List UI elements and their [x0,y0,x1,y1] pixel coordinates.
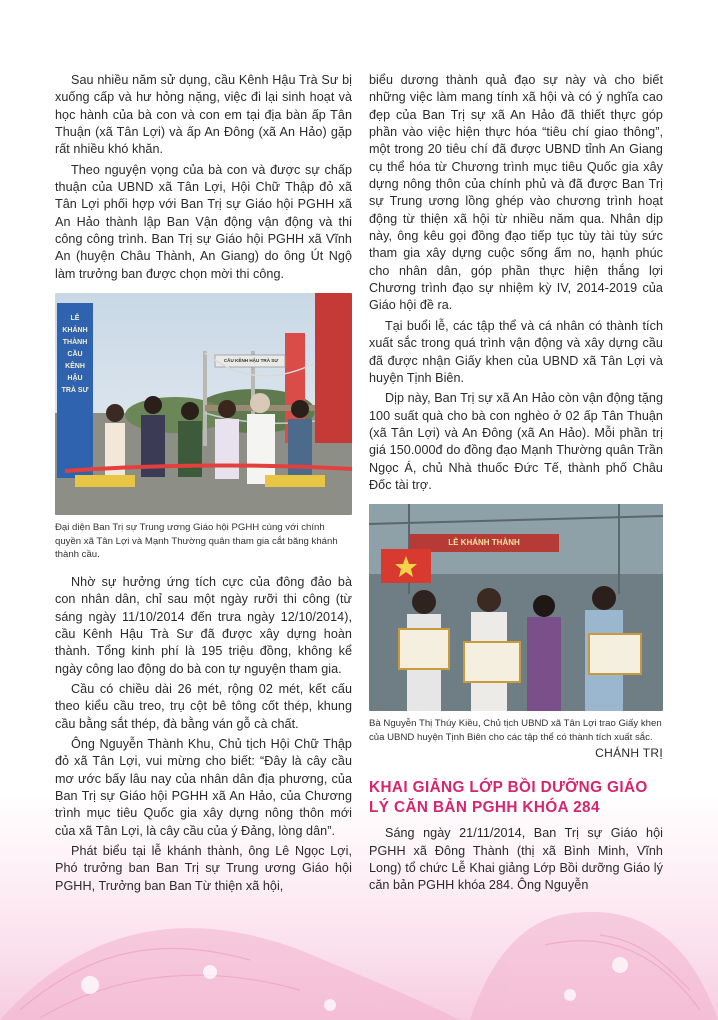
photo-caption: Bà Nguyễn Thị Thúy Kiều, Chủ tịch UBND xã Tân Lợi trao Giấy khen của UBND huyện Tịnh Biên cho các tập thể có thành tích xuất sắc. [369,718,662,743]
bridge-ceremony-photo [55,293,352,515]
right-column [369,72,663,898]
article-paragraph: Tại buổi lễ, các tập thể và cá nhân có thành tích xuất sắc trong quá trình vận động và xây dựng cầu đã được nhận Giấy khen của UBND xã Tân Lợi và huyện Tịnh Biên. [369,318,663,385]
bridge-ceremony-image [55,293,352,515]
article-paragraph: Sáng ngày 21/11/2014, Ban Trị sự Giáo hội PGHH xã Đông Thành (thị xã Bình Minh, Vĩnh Long) tổ chức Lễ Khai giảng Lớp Bồi dưỡng Giáo lý căn bản PGHH khóa 284. Ông Nguyễn [369,826,663,893]
photo-caption: Đại diện Ban Trị sự Trung ương Giáo hội PGHH cùng với chính quyền xã Tân Lợi và Mạnh Thường quân tham gia cắt băng khánh thành cầu. [55,522,338,561]
article-paragraph: Nhờ sự hưởng ứng tích cực của đông đảo bà con nhân dân, chỉ sau một ngày rưỡi thi công (từ sáng ngày 11/10/2014 đến trưa ngày 12/10/2014), cầu Kênh Hậu Trà Sư đã được xây dựng hoàn thành. Tổng kinh phí là 195 triệu đồng, không kể ngày công lao động do bà con tự nguyện tham gia. [55,574,352,676]
section-heading: KHAI GIẢNG LỚP BỒI DƯỠNG GIÁO LÝ CĂN BẢN PGHH KHÓA 284 [369,779,648,817]
article-paragraph: Sau nhiều năm sử dụng, cầu Kênh Hậu Trà Sư bị xuống cấp và hư hỏng nặng, việc đi lại sinh hoạt và học hành của bà con và con em tại địa bàn ấp Tân Thuận (xã Tân Lợi) và ấp An Đông (xã An Hảo) gặp rất nhiều khó khăn. [55,73,352,157]
article-paragraph: biểu dương thành quả đạo sự này và cho biết những việc làm mang tính xã hội và có ý nghĩa cao đẹp của Ban Trị sự xã An Hảo đã thiết thực góp phần vào việc hiện thực hóa “tiêu chí giao thông”, một trong 20 tiêu chí đã được UBND tỉnh An Giang cụ thể hóa từ Chương trình mục tiêu Quốc gia xây dựng nông thôn của chính phủ và đã được Ban Trị sự Trung ương lồng ghép vào chương trình hoạt động từ thiện xã hội từ nhiều năm qua. Nhân dịp này, ông kêu gọi đồng đạo tiếp tục tùy tài tùy sức tham gia xây dựng cuộc sống ấm no, hạnh phúc cho nhân dân, góp phần thực hiện thắng lợi Chương trình đạo sự nhiệm kỳ IV, 2014-2019 của Giáo hội đề ra. [369,73,663,313]
award-banner-text: LỄ KHÁNH THÀNH [448,538,520,548]
left-column [55,72,352,898]
award-ceremony-image [369,504,663,711]
bridge-name-sign: CẦU KÊNH HẬU TRÀ SƯ [223,358,279,364]
article-paragraph: Theo nguyện vọng của bà con và được sự chấp thuận của UBND xã Tân Lợi, Hội Chữ Thập đỏ xã Tân Lợi phối hợp với Ban Trị sự Giáo hội PGHH xã An Hảo thành lập Ban Vận động vận động và thi công công trình. Ban Trị sự Giáo hội PGHH xã Vĩnh An (huyện Châu Thành, An Giang) do ông Út Ngộ làm trưởng ban được chọn mời thi công. [55,162,352,281]
article-paragraph: Cầu có chiều dài 26 mét, rộng 02 mét, kết cấu theo kiểu cầu treo, trụ cột bê tông cốt thép, khung cầu bằng sắt thép, đà bằng ván gỗ cà chất. [55,681,352,731]
article-paragraph: Ông Nguyễn Thành Khu, Chủ tịch Hội Chữ Thập đỏ xã Tân Lợi, vui mừng cho biết: “Đây là cây cầu mơ ước bấy lâu nay của nhân dân địa phương, của Ban Trị sự Giáo hội PGHH xã An Hảo, của Chương trình mục tiêu Quốc gia xây dựng nông thôn mới của xã Tân Lợi, là cây cầu của ý Đảng, lòng dân”. [55,737,352,838]
article-author: CHÁNH TRỊ [595,746,663,761]
article-paragraph: Phát biểu tại lễ khánh thành, ông Lê Ngọc Lợi, Phó trưởng ban Ban Trị sự Trung ương Giáo hội PGHH, Trưởng ban Ban Từ thiện xã hội, [55,844,352,893]
ceremony-banner-text: LỄ KHÁNH THÀNH CẦU KÊNH HẬU TRÀ SƯ [61,315,89,395]
article-paragraph: Dịp này, Ban Trị sự xã An Hảo còn vận động tặng 100 suất quà cho bà con nghèo ở 02 ấp Tân Thuận (xã Tân Lợi) và An Đông (xã An Hảo). Mỗi phần trị giá 150.000đ do đồng đạo Mạnh Thường quân Trần Ngọc Á, chủ Nhà thuốc Đức Tế, thành phố Châu Đốc tài trợ. [369,391,663,492]
award-ceremony-photo [369,504,663,711]
